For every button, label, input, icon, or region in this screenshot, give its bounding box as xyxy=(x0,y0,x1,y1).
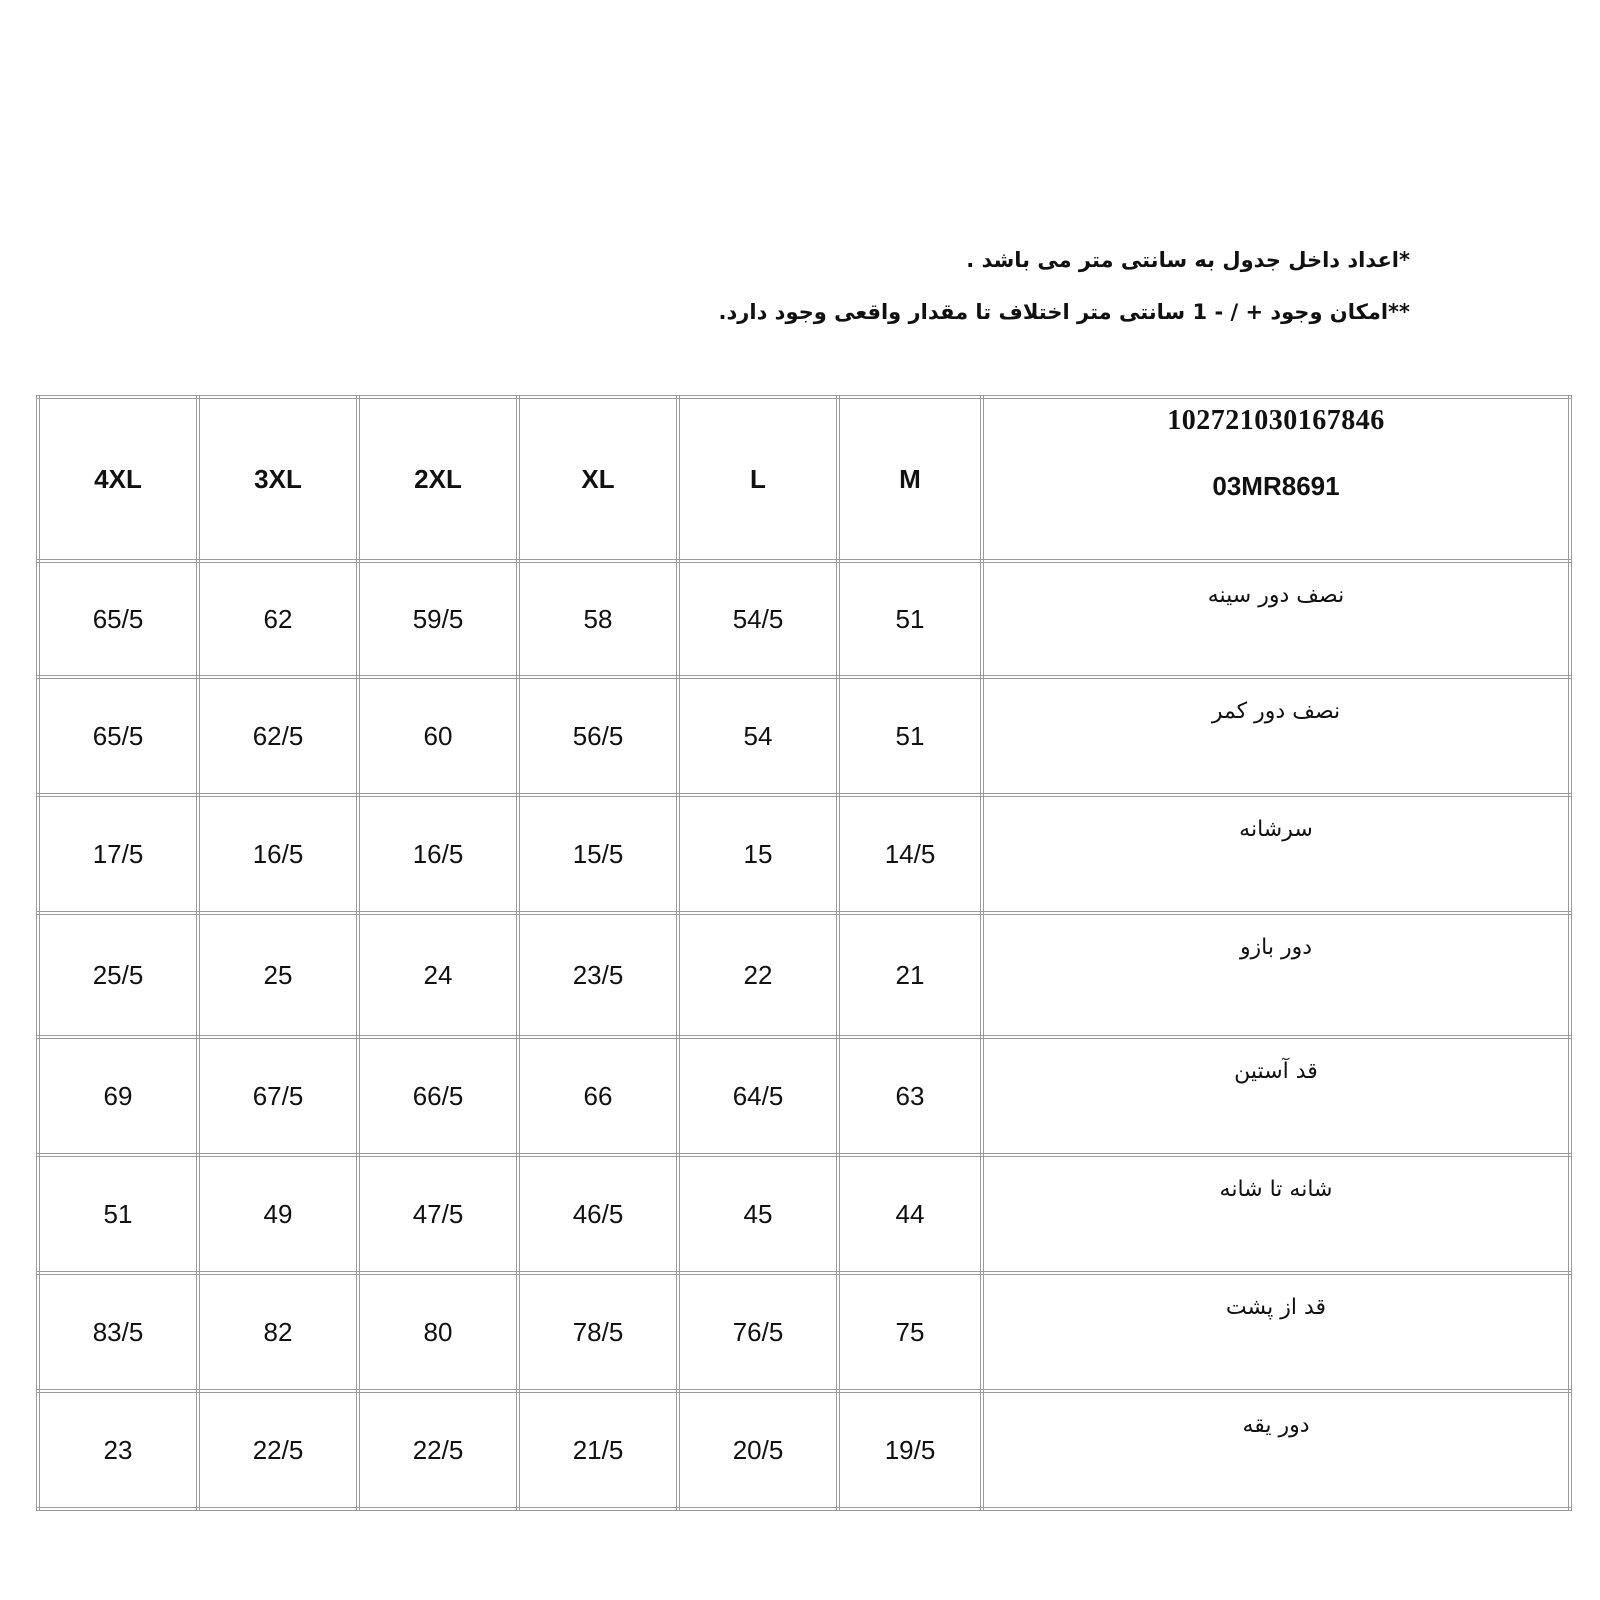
value-cell: 66 xyxy=(518,1037,678,1155)
table-row xyxy=(38,913,1570,1037)
value-cell: 15 xyxy=(678,795,838,913)
value-cell: 66/5 xyxy=(358,1037,518,1155)
size-header: M xyxy=(838,397,982,561)
value-cell: 59/5 xyxy=(358,561,518,677)
value-cell: 51 xyxy=(838,677,982,795)
value-cell: 65/5 xyxy=(38,677,198,795)
value-cell: 16/5 xyxy=(358,795,518,913)
value-cell: 83/5 xyxy=(38,1273,198,1391)
value-cell: 51 xyxy=(838,561,982,677)
measurement-label: سرشانه xyxy=(982,795,1570,913)
measurement-label: دور یقه xyxy=(982,1391,1570,1509)
table-row xyxy=(38,1155,1570,1273)
value-cell: 67/5 xyxy=(198,1037,358,1155)
product-code-cell xyxy=(982,397,1570,561)
table-row xyxy=(38,1391,1570,1509)
size-header: 4XL xyxy=(38,397,198,561)
value-cell: 54/5 xyxy=(678,561,838,677)
note-units: *اعداد داخل جدول به سانتی متر می باشد . xyxy=(966,248,1410,272)
note-tolerance: **امکان وجود + / - 1 سانتی متر اختلاف تا مقدار واقعی وجود دارد. xyxy=(718,300,1410,324)
value-cell: 23/5 xyxy=(518,913,678,1037)
value-cell: 82 xyxy=(198,1273,358,1391)
value-cell: 58 xyxy=(518,561,678,677)
table-row xyxy=(38,1037,1570,1155)
value-cell: 54 xyxy=(678,677,838,795)
size-header: L xyxy=(678,397,838,561)
product-model: 03MR8691 xyxy=(1212,471,1340,501)
size-header: XL xyxy=(518,397,678,561)
value-cell: 62 xyxy=(198,561,358,677)
value-cell: 62/5 xyxy=(198,677,358,795)
measurement-label: شانه تا شانه xyxy=(982,1155,1570,1273)
header-row xyxy=(38,397,1570,561)
value-cell: 51 xyxy=(38,1155,198,1273)
value-cell: 76/5 xyxy=(678,1273,838,1391)
value-cell: 25 xyxy=(198,913,358,1037)
value-cell: 44 xyxy=(838,1155,982,1273)
size-chart-body xyxy=(38,397,1570,1509)
value-cell: 65/5 xyxy=(38,561,198,677)
value-cell: 22/5 xyxy=(198,1391,358,1509)
value-cell: 49 xyxy=(198,1155,358,1273)
value-cell: 14/5 xyxy=(838,795,982,913)
value-cell: 17/5 xyxy=(38,795,198,913)
value-cell: 21/5 xyxy=(518,1391,678,1509)
value-cell: 16/5 xyxy=(198,795,358,913)
value-cell: 80 xyxy=(358,1273,518,1391)
size-header: 3XL xyxy=(198,397,358,561)
table-row xyxy=(38,561,1570,677)
value-cell: 45 xyxy=(678,1155,838,1273)
measurement-label: قد از پشت xyxy=(982,1273,1570,1391)
value-cell: 56/5 xyxy=(518,677,678,795)
product-barcode: 102721030167846 xyxy=(1167,405,1385,436)
value-cell: 63 xyxy=(838,1037,982,1155)
measurement-label: قد آستین xyxy=(982,1037,1570,1155)
measurement-label: نصف دور کمر xyxy=(982,677,1570,795)
value-cell: 23 xyxy=(38,1391,198,1509)
value-cell: 22 xyxy=(678,913,838,1037)
value-cell: 75 xyxy=(838,1273,982,1391)
value-cell: 46/5 xyxy=(518,1155,678,1273)
table-row xyxy=(38,1273,1570,1391)
measurement-label: دور بازو xyxy=(982,913,1570,1037)
value-cell: 60 xyxy=(358,677,518,795)
value-cell: 64/5 xyxy=(678,1037,838,1155)
value-cell: 19/5 xyxy=(838,1391,982,1509)
table-row xyxy=(38,795,1570,913)
value-cell: 78/5 xyxy=(518,1273,678,1391)
size-header: 2XL xyxy=(358,397,518,561)
value-cell: 22/5 xyxy=(358,1391,518,1509)
value-cell: 25/5 xyxy=(38,913,198,1037)
value-cell: 47/5 xyxy=(358,1155,518,1273)
value-cell: 21 xyxy=(838,913,982,1037)
value-cell: 15/5 xyxy=(518,795,678,913)
size-chart-table xyxy=(36,395,1572,1511)
measurement-label: نصف دور سینه xyxy=(982,561,1570,677)
value-cell: 69 xyxy=(38,1037,198,1155)
value-cell: 20/5 xyxy=(678,1391,838,1509)
table-row xyxy=(38,677,1570,795)
value-cell: 24 xyxy=(358,913,518,1037)
